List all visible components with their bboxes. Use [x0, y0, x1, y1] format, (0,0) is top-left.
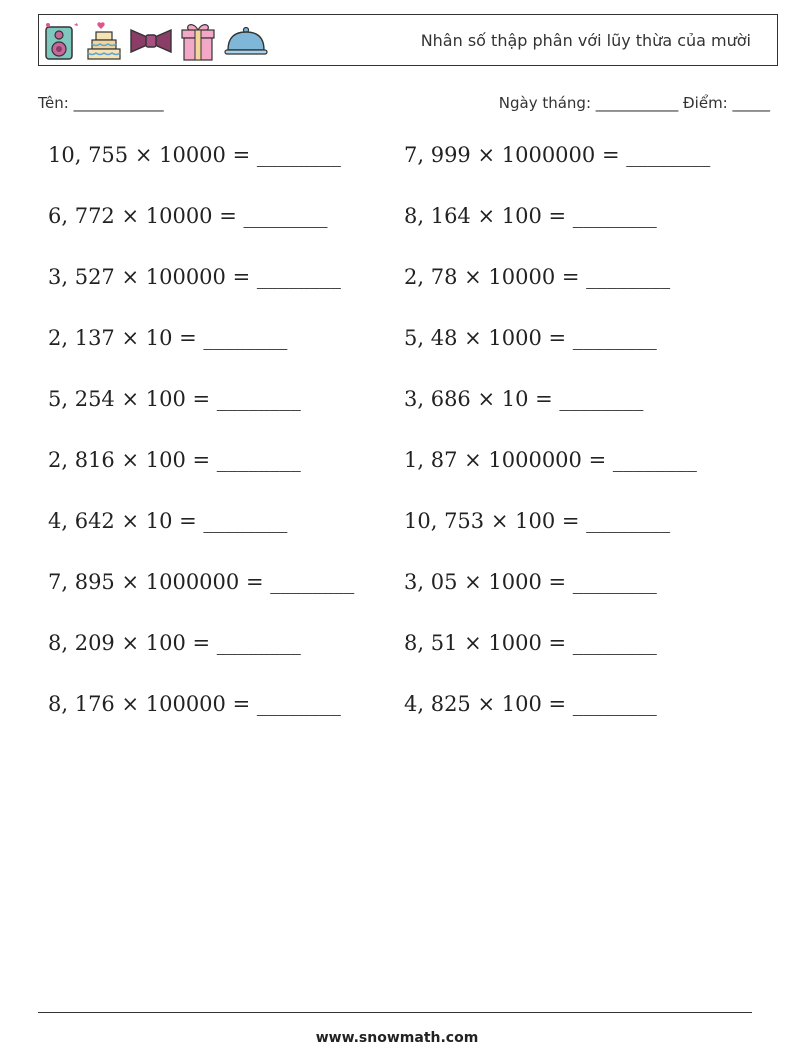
bow-tie-icon — [129, 26, 173, 56]
problem-item: 8, 209 × 100 = ________ — [48, 631, 301, 655]
problem-item: 7, 999 × 1000000 = ________ — [404, 143, 711, 167]
problem-item: 8, 51 × 1000 = ________ — [404, 631, 657, 655]
footer-url: www.snowmath.com — [315, 1030, 479, 1046]
worksheet-header — [38, 14, 778, 66]
problem-item: 4, 642 × 10 = ________ — [48, 509, 288, 533]
problem-item: 8, 164 × 100 = ________ — [404, 204, 657, 228]
worksheet-title: Nhân số thập phân với lũy thừa của mười — [420, 31, 751, 50]
problem-item: 7, 895 × 1000000 = ________ — [48, 570, 355, 594]
problem-item: 4, 825 × 100 = ________ — [404, 692, 657, 716]
cake-icon — [85, 20, 123, 62]
problem-item: 2, 78 × 10000 = ________ — [404, 265, 671, 289]
footer-divider — [38, 1012, 752, 1013]
problem-item: 2, 816 × 100 = ________ — [48, 448, 301, 472]
problem-item: 6, 772 × 10000 = ________ — [48, 204, 328, 228]
problem-item: 3, 05 × 1000 = ________ — [404, 570, 657, 594]
problem-item: 3, 686 × 10 = ________ — [404, 387, 644, 411]
problem-item: 2, 137 × 10 = ________ — [48, 326, 288, 350]
problem-item: 5, 48 × 1000 = ________ — [404, 326, 657, 350]
problem-item: 3, 527 × 100000 = ________ — [48, 265, 341, 289]
problem-item: 10, 753 × 100 = ________ — [404, 509, 671, 533]
problem-item: 1, 87 × 1000000 = ________ — [404, 448, 697, 472]
header-icons — [43, 19, 269, 63]
speaker-icon — [43, 21, 79, 61]
problem-item: 10, 755 × 10000 = ________ — [48, 143, 341, 167]
gift-icon — [179, 20, 217, 62]
problem-grid — [48, 143, 748, 753]
date-score-field: Ngày tháng: ___________ Điểm: _____ — [498, 94, 770, 112]
problem-item: 8, 176 × 100000 = ________ — [48, 692, 341, 716]
problem-item: 5, 254 × 100 = ________ — [48, 387, 301, 411]
food-cloche-icon — [223, 24, 269, 58]
name-field: Tên: ____________ — [38, 94, 164, 112]
